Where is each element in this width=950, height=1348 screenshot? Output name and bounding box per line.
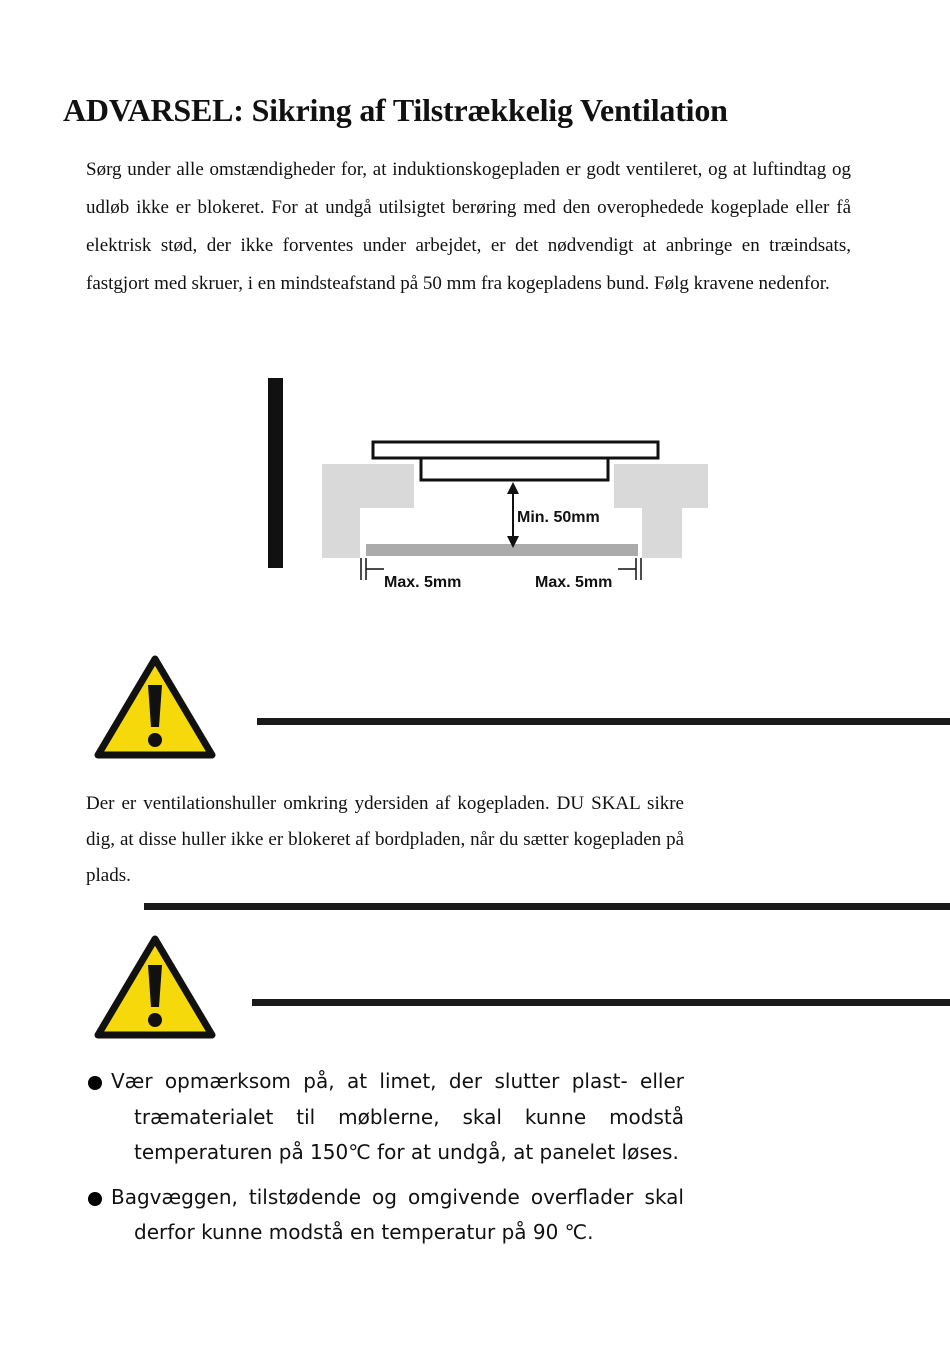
warning-triangle-icon xyxy=(94,655,216,759)
min-distance-label: Min. 50mm xyxy=(517,509,600,526)
installation-diagram xyxy=(262,372,722,602)
divider-line xyxy=(257,718,950,725)
bullet-icon xyxy=(88,1076,102,1090)
list-item xyxy=(86,1064,684,1171)
warning-triangle-icon xyxy=(94,935,216,1039)
max-right-label: Max. 5mm xyxy=(535,574,613,591)
bullet-icon xyxy=(88,1192,102,1206)
intro-paragraph: Sørg under alle omstændigheder for, at induktionskogepladen er godt ventileret, og at luftindtag og udløb ikke er blokeret. For at undgå utilsigtet berøring med den overophedede kogeplade eller få elektrisk stød, der ikke forventes under arbejdet, er det nødvendigt at anbringe en træindsats, fastgjort med skruer, i en mindsteafstand på 50 mm fra kogepladens bund. Følg kravene nedenfor. xyxy=(86,159,851,294)
max-left-label: Max. 5mm xyxy=(384,574,462,591)
divider-line xyxy=(252,999,950,1006)
list-item xyxy=(86,1180,684,1251)
divider-line xyxy=(144,903,950,910)
warning-1-text: Der er ventilationshuller omkring ydersiden af kogepladen. DU SKAL sikre dig, at disse huller ikke er blokeret af bordpladen, når du sætter kogepladen på plads. xyxy=(86,793,684,886)
hob-top-plate xyxy=(373,442,658,458)
bullet-text: Bagvæggen, tilstødende og omgivende overflader skal derfor kunne modstå en temperatur på 90 ℃. xyxy=(111,1184,684,1244)
page-title: ADVARSEL: Sikring af Tilstrækkelig Ventilation xyxy=(63,92,728,128)
left-counter xyxy=(322,464,414,558)
arrow-up-icon xyxy=(507,482,519,494)
wood-insert-shelf xyxy=(366,544,638,556)
requirements-list xyxy=(86,1064,684,1260)
right-counter xyxy=(614,464,708,558)
hob-body xyxy=(421,458,608,480)
wall-bar xyxy=(268,378,283,568)
bullet-text: Vær opmærksom på, at limet, der slutter plast- eller træmaterialet til møblerne, skal kunne modstå temperaturen på 150℃ for at undgå, at panelet løses. xyxy=(111,1069,684,1164)
